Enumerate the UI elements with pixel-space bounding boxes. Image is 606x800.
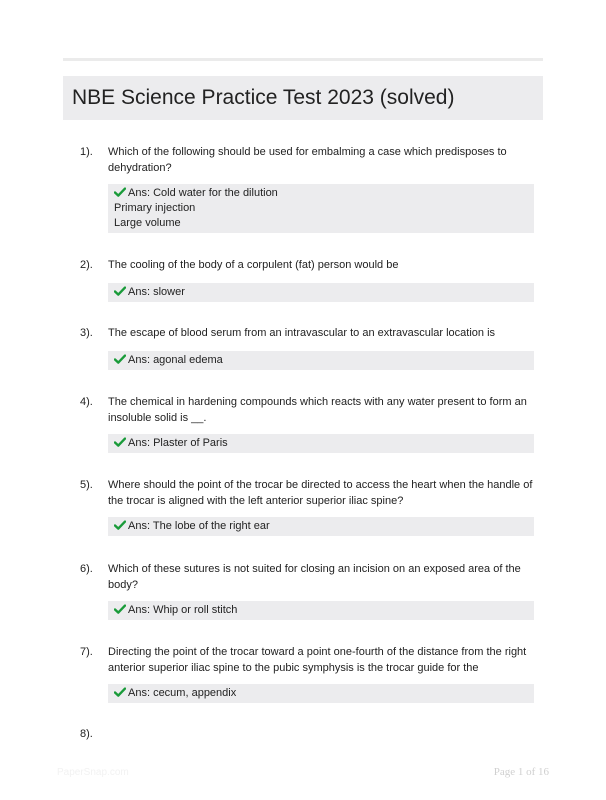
answer-line [114,285,534,300]
answer-text: Ans: Plaster of Paris [128,437,228,449]
answer-line [114,603,534,618]
page-indicator: Page 1 of 16 [493,766,549,778]
top-divider [63,58,543,61]
answer-text: Ans: slower [128,286,185,298]
answer-box [108,184,534,233]
question-number: 7). [80,646,93,658]
check-icon [114,187,126,197]
answer-text: Ans: Cold water for the dilution [128,187,278,199]
answer-line: Primary injection [114,202,196,214]
answer-box [108,351,534,370]
question-number: 8). [80,728,93,740]
answer-text: Ans: The lobe of the right ear [128,520,270,532]
answer-text: Ans: agonal edema [128,354,223,366]
answer-box [108,601,534,620]
answer-box [108,434,534,453]
check-icon [114,687,126,697]
answer-text: Ans: cecum, appendix [128,687,237,699]
question-text: The escape of blood serum from an intravascular to an extravascular location is [108,327,496,339]
answer-line [114,186,534,201]
question-number: 1). [80,146,93,158]
check-icon [114,520,126,530]
question-text: Where should the point of the trocar be directed to access the heart when the handle of the trocar is aligned with the left anterior superior iliac spine? [108,479,533,507]
answer-line [114,519,534,534]
check-icon [114,604,126,614]
answer-line: Large volume [114,217,181,229]
answer-line [114,353,534,368]
check-icon [114,354,126,364]
question-text: The cooling of the body of a corpulent (fat) person would be [108,259,399,271]
answer-box [108,684,534,703]
question-text: Directing the point of the trocar toward a point one-fourth of the distance from the right anterior superior iliac spine to the pubic symphysis is the trocar guide for the [108,646,527,674]
question-number: 2). [80,259,93,271]
page-title: NBE Science Practice Test 2023 (solved) [72,86,455,109]
answer-line [114,686,534,701]
question-text: The chemical in hardening compounds which reacts with any water present to form an insoluble solid is __. [108,396,527,424]
answer-box [108,517,534,536]
check-icon [114,286,126,296]
question-number: 5). [80,479,93,491]
question-number: 6). [80,563,93,575]
question-number: 4). [80,396,93,408]
answer-line [114,436,534,451]
question-text: Which of these sutures is not suited for closing an incision on an exposed area of the body? [108,563,521,591]
answer-text: Ans: Whip or roll stitch [128,604,238,616]
question-text: Which of the following should be used for embalming a case which predisposes to dehydration? [108,146,507,174]
watermark: PaperSnap.com [57,767,129,778]
title-bar [63,76,543,120]
answer-box [108,283,534,302]
check-icon [114,437,126,447]
question-number: 3). [80,327,93,339]
